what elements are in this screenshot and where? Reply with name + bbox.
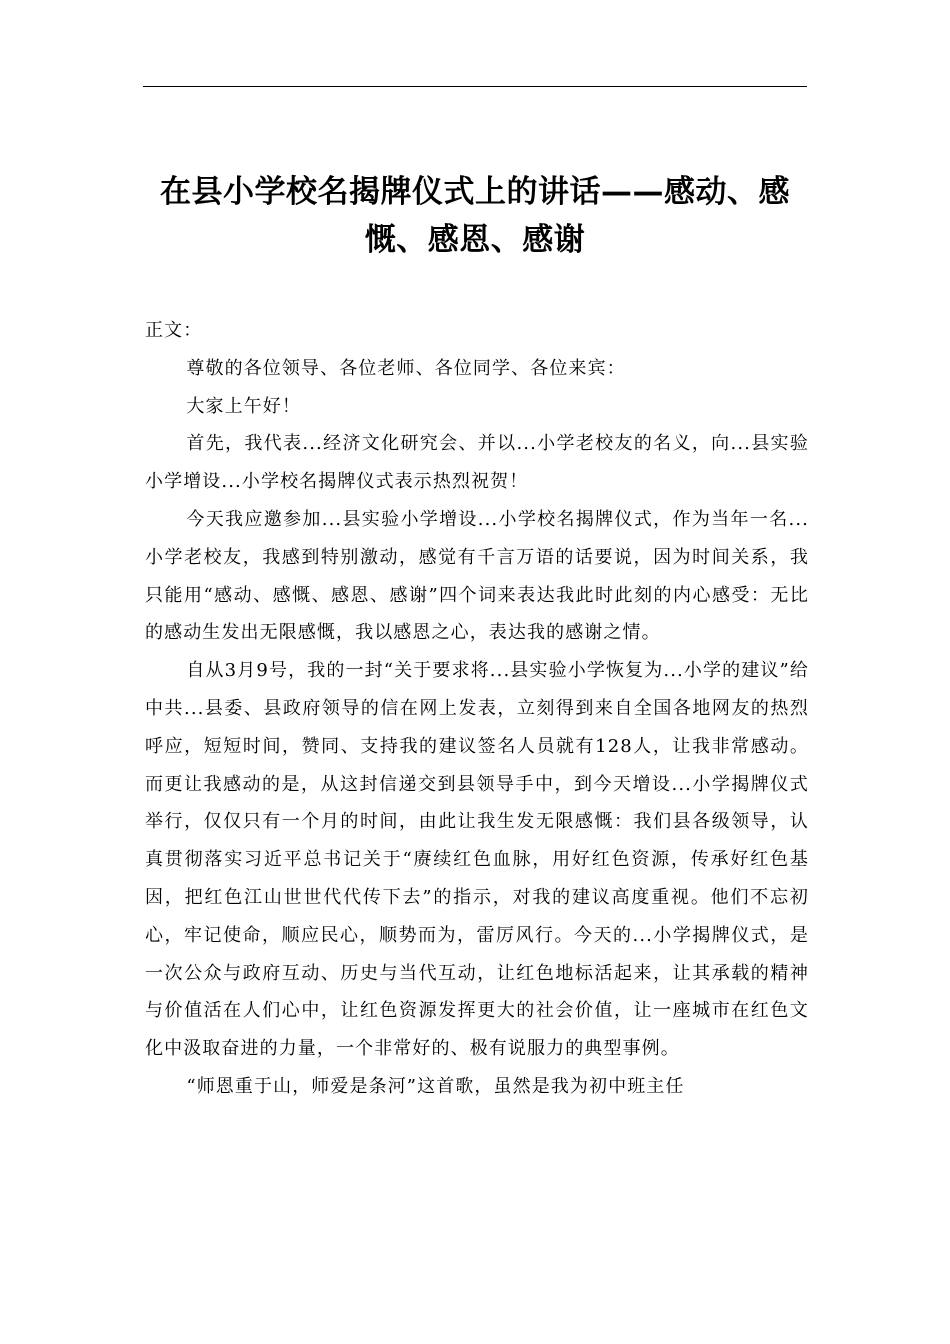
paragraph-greeting: 大家上午好！ <box>186 395 301 417</box>
body-label: 正文： <box>145 320 203 341</box>
paragraph-salutation: 尊敬的各位领导、各位老师、各位同学、各位来宾： <box>186 357 626 379</box>
document-body <box>145 312 809 1106</box>
paragraph-feelings: 今天我应邀参加...县实验小学增设...小学校名揭牌仪式，作为当年一名...小学老校友，我感到特别激动，感觉有千言万语的话要说，因为时间关系，我只能用“感动、感慨、感恩、感谢”四个词来表达我此时此刻的内心感受：无比的感动生发出无限感慨，我以感恩之心，表达我的感谢之情。 <box>145 508 809 644</box>
paragraph-song: “师恩重于山，师爱是条河”这首歌，虽然是我为初中班主任 <box>186 1075 685 1097</box>
paragraph-proposal: 自从3月9号，我的一封“关于要求将...县实验小学恢复为...小学的建议”给中共...县委、县政府领导的信在网上发表，立刻得到来自全国各地网友的热烈呼应，短短时间，赞同、支持我的建议签名人员就有128人，让我非常感动。而更让我感动的是，从这封信递交到县领导手中，到今天增设...小学揭牌仪式举行，仅仅只有一个月的时间，由此让我生发无限感慨：我们县各级领导，认真贯彻落实习近平总书记关于“赓续红色血脉，用好红色资源，传承好红色基因，把红色江山世世代代传下去”的指示，对我的建议高度重视。他们不忘初心，牢记使命，顺应民心，顺势而为，雷厉风行。今天的...小学揭牌仪式，是一次公众与政府互动、历史与当代互动，让红色地标活起来，让其承载的精神与价值活在人们心中，让红色资源发挥更大的社会价值，让一座城市在红色文化中汲取奋进的力量，一个非常好的、极有说服力的典型事例。 <box>145 660 809 1060</box>
paragraph-congratulations: 首先，我代表...经济文化研究会、并以...小学老校友的名义，向...县实验小学增设...小学校名揭牌仪式表示热烈祝贺！ <box>145 433 809 493</box>
document-title: 在县小学校名揭牌仪式上的讲话——感动、感慨、感恩、感谢 <box>160 174 790 258</box>
header-rule <box>143 86 807 87</box>
